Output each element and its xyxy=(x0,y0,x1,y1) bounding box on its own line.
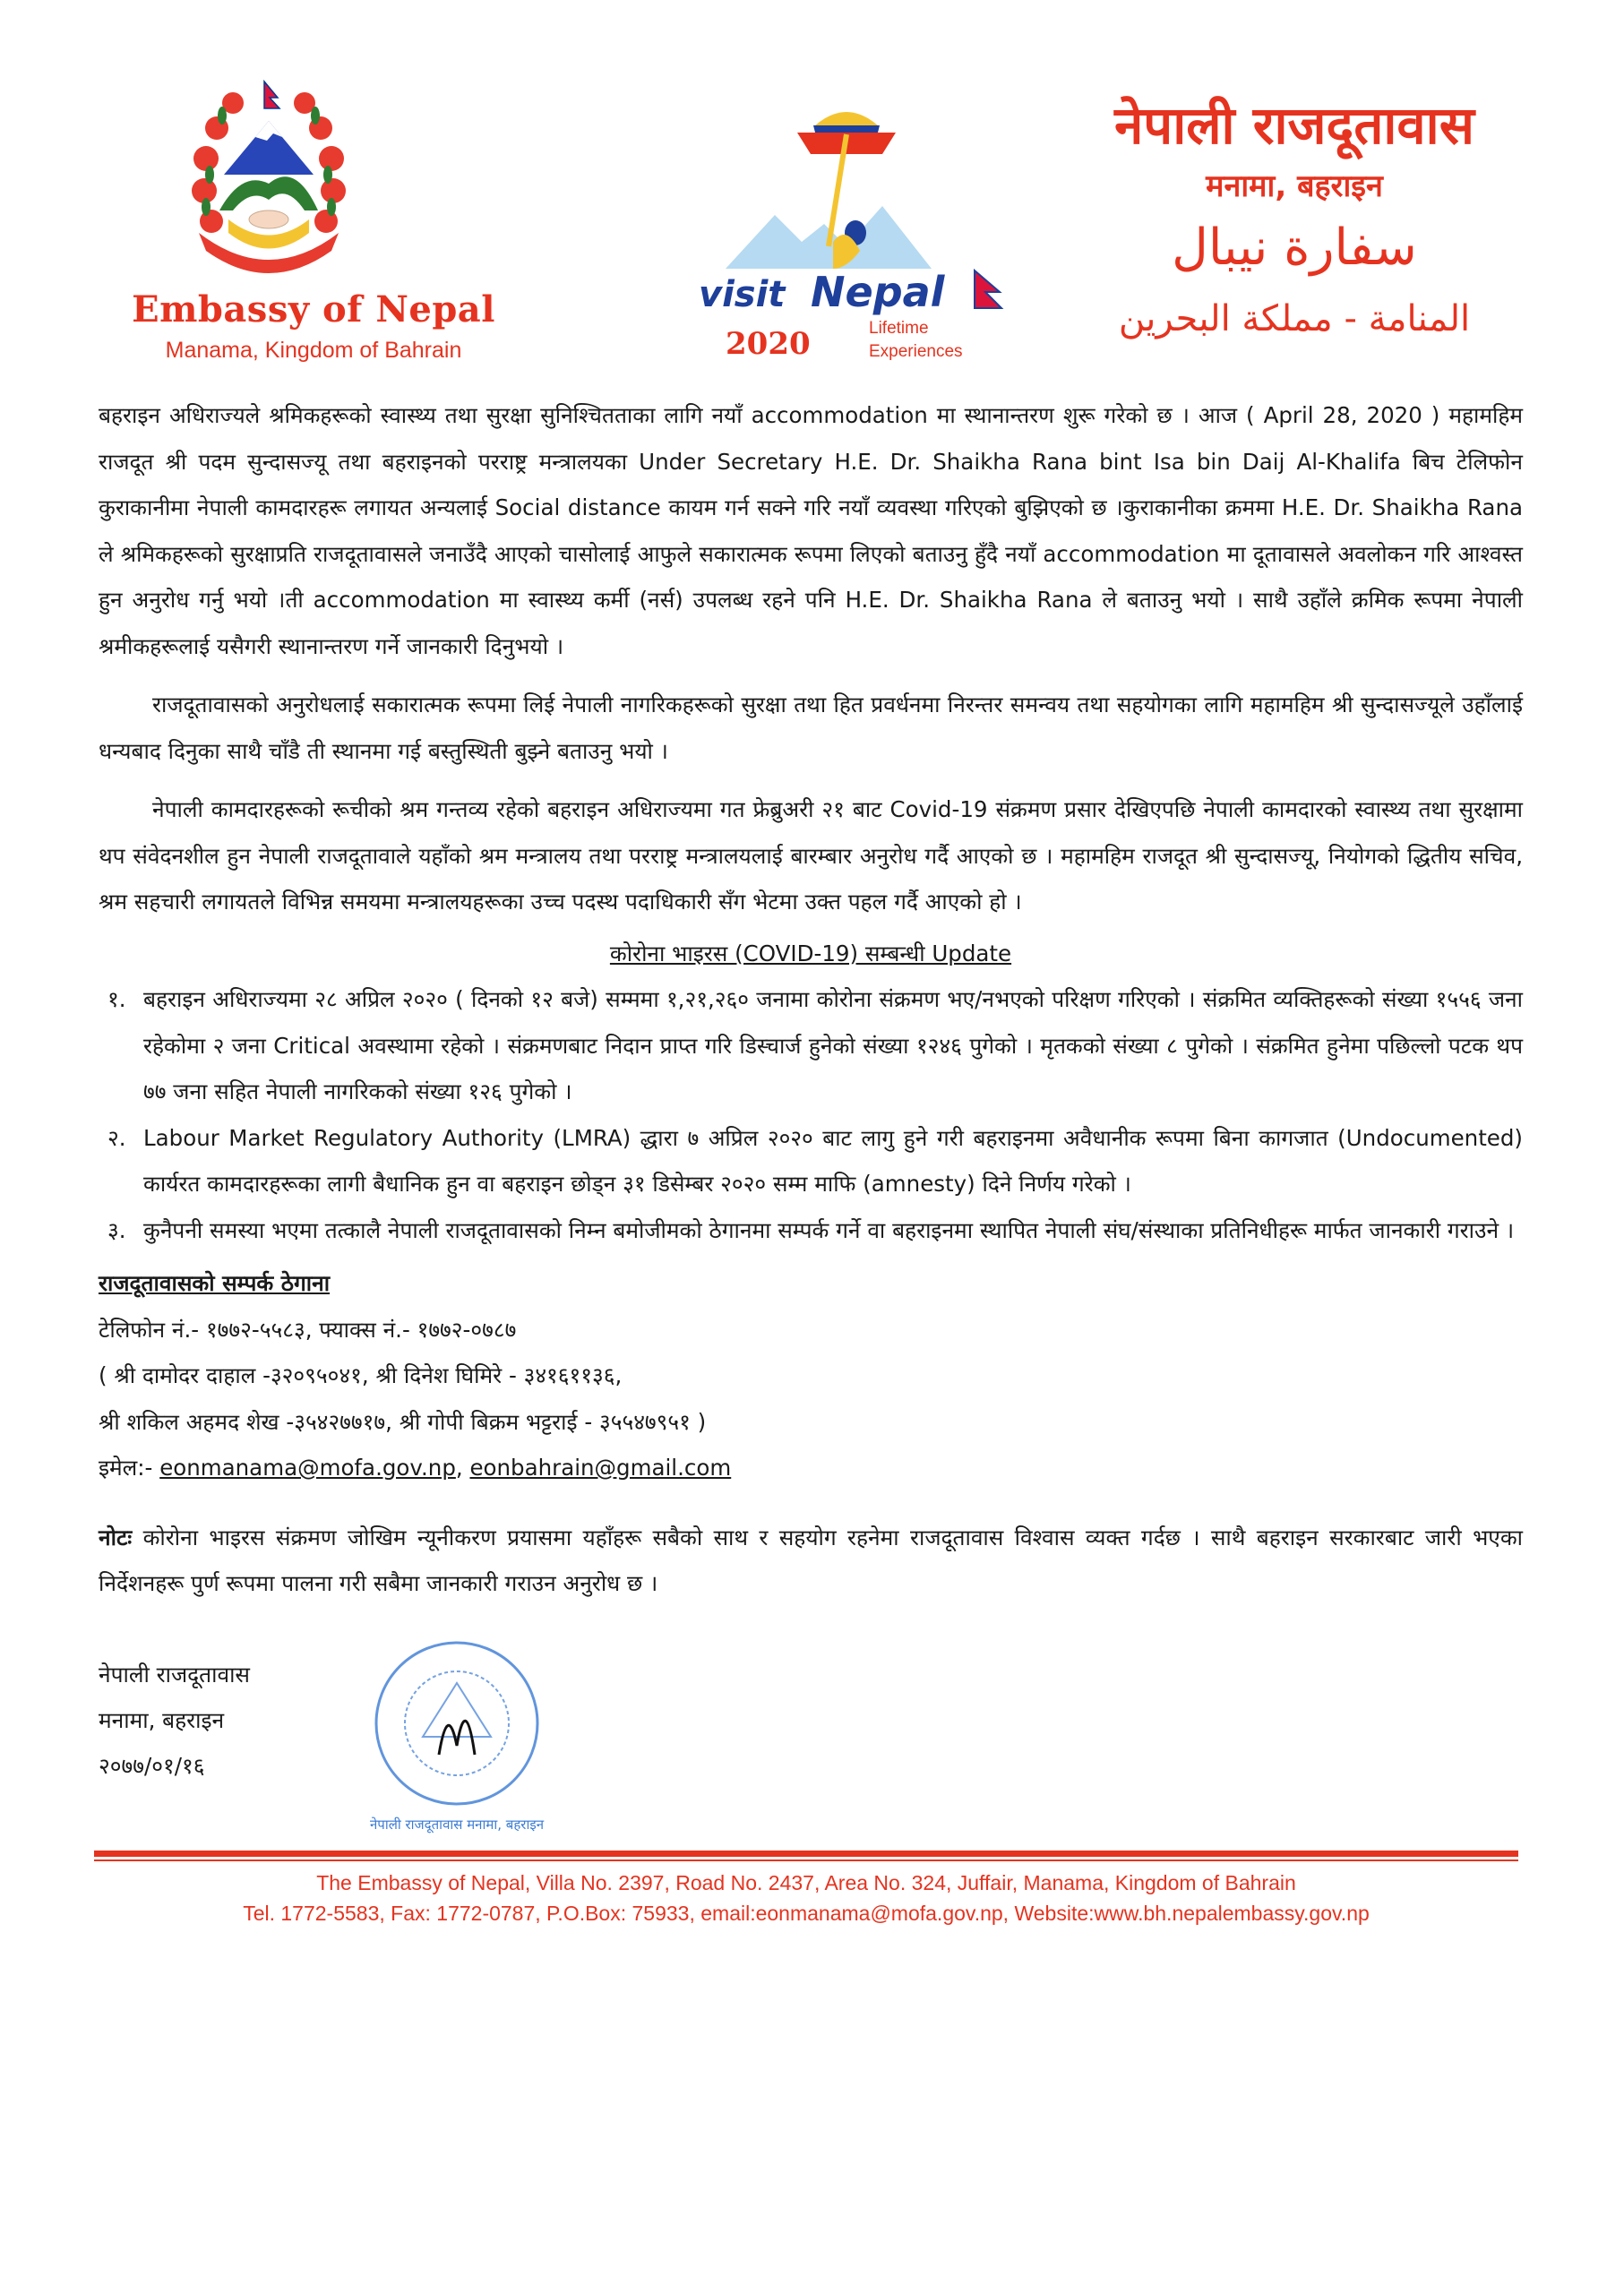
update-item-number: २. xyxy=(107,1124,126,1151)
contact-phone-fax: टेलिफोन नं.- १७७२-५५८३, फ्याक्स नं.- १७७२-०७८७ xyxy=(99,1316,517,1343)
signoff-location: मनामा, बहराइन xyxy=(99,1706,225,1733)
nepal-text: Nepal xyxy=(811,268,945,316)
letter-body xyxy=(99,392,1523,1607)
update-item-text: Labour Market Regulatory Authority (LMRA) द्धारा ७ अप्रिल २०२० बाट लागु हुने गरी बहराइनमा अवैधानीक रूपमा बिना कागजात (Undocumented) कार्यरत कामदारहरूका लागी बैधानिक हुन वा बहराइन छोड्न ३१ डिसेम्बर २०२० सम्म माफि (amnesty) दिने निर्णय गरेको । xyxy=(143,1124,1523,1197)
signoff-block xyxy=(99,1652,250,1789)
embassy-seal-icon xyxy=(358,1634,555,1840)
embassy-title-english: Embassy of Nepal xyxy=(132,288,495,331)
footer-divider-thick xyxy=(94,1851,1518,1857)
paragraph-3: नेपाली कामदारहरूको रूचीको श्रम गन्तव्य रहेको बहराइन अधिराज्यमा गत फ्रेब्रुअरी २१ बाट Covid-19 संक्रमण प्रसार देखिएपछि नेपाली कामदारको स्वास्थ्य तथा सुरक्षामा थप संवेदनशील हुन नेपाली राजदूतावाले यहाँको श्रम मन्त्रालय तथा परराष्ट्र मन्त्रालयलाई बारम्बार अनुरोध गर्दै आएको छ । महामहिम राजदूत श्री सुन्दासज्यू, नियोगको द्धितीय सचिव, श्रम सहचारी लगायतले विभिन्न समयमा मन्त्रालयहरूका उच्च पदस्थ पदाधिकारी सँग भेटमा उक्त पहल गर्दै आएको हो । xyxy=(99,796,1523,915)
covid-update-heading: कोरोना भाइरस (COVID-19) सम्बन्धी Update xyxy=(609,940,1012,966)
paragraph-2: राजदूतावासको अनुरोधलाई सकारात्मक रूपमा लिई नेपाली नागरिकहरूको सुरक्षा तथा हित प्रवर्धनमा निरन्तर समन्वय तथा सहयोगका लागि महामहिम श्री सुन्दासज्यूले उहाँलाई धन्यबाद दिनुका साथै चाँडै ती स्थानमा गई बस्तुस्थिती बुझ्ने बताउनु भयो । xyxy=(99,691,1523,764)
footer xyxy=(94,1851,1518,1963)
email-link-gmail[interactable]: eonbahrain@gmail.com xyxy=(469,1455,732,1481)
embassy-title-nepali: नेपाली राजदूतावास xyxy=(1114,95,1474,156)
nepal-flag-icon xyxy=(975,271,1001,308)
footer-contact: Tel. 1772-5583, Fax: 1772-0787, P.O.Box: 75933, email:eonmanama@mofa.gov.np, Website:www.bh.nepalembassy.gov.np xyxy=(243,1901,1370,1925)
contact-email: इमेल:- eonmanama@mofa.gov.np, eonbahrain@gmail.com xyxy=(99,1455,732,1481)
signoff-date: २०७७/०१/१६ xyxy=(99,1752,205,1779)
update-item xyxy=(99,976,1523,1115)
visit-text: visit xyxy=(699,274,786,315)
note-paragraph xyxy=(99,1515,1523,1607)
footer-address: The Embassy of Nepal, Villa No. 2397, Road No. 2437, Area No. 324, Juffair, Manama, Kingdom of Bahrain xyxy=(316,1870,1296,1894)
embassy-title-arabic: سفارة نيبال xyxy=(1172,219,1417,277)
email-link-mofa[interactable]: eonmanama@mofa.gov.np xyxy=(159,1455,456,1481)
email-label: इमेल:- xyxy=(99,1455,153,1481)
contact-heading: राजदूतावासको सम्पर्क ठेगाना xyxy=(99,1270,331,1296)
update-item-number: १. xyxy=(107,986,126,1012)
note-text: कोरोना भाइरस संक्रमण जोखिम न्यूनीकरण प्रयासमा यहाँहरू सबैको साथ र सहयोग रहनेमा राजदूतावास विश्वास व्यक्त गर्दछ । साथै बहराइन सरकारबाट जारी भएका निर्देशनहरू पुर्ण रूपमा पालना गरी सबैमा जानकारी गराउन अनुरोध छ । xyxy=(99,1524,1524,1596)
paragraph-1: बहराइन अधिराज्यले श्रमिकहरूको स्वास्थ्य तथा सुरक्षा सुनिश्चितताका लागि नयाँ accommodation मा स्थानान्तरण शुरू गरेको छ । आज ( April 28, 2020 ) महामहिम राजदूत श्री पदम सुन्दासज्यू तथा बहराइनको परराष्ट्र मन्त्रालयका Under Secretary H.E. Dr. Shaikha Rana bint Isa bin Daij Al-Khalifa बिच टेलिफोन कुराकानीमा नेपाली कामदारहरू लगायत अन्यलाई Social distance कायम गर्न सक्ने गरि नयाँ व्यवस्था गरिएको बुझिएको छ ।कुराकानीका क्रममा H.E. Dr. Shaikha Rana ले श्रमिकहरूको सुरक्षाप्रति राजदूतावासले जनाउँदै आएको चासोलाई आफुले सकारात्मक रूपमा लिएको बताउनु हुँदै नयाँ accommodation मा दूतावासले अवलोकन गरि आश्वस्त हुन अनुरोध गर्नु भयो ।ती accommodation मा स्वास्थ्य कर्मी (नर्स) उपलब्ध रहने पनि H.E. Dr. Shaikha Rana ले बताउनु भयो । साथै उहाँले क्रमिक रूपमा नेपाली श्रमीकहरूलाई यसैगरी स्थानान्तरण गर्ने जानकारी दिनुभयो । xyxy=(99,402,1523,659)
note-label: नोटः xyxy=(99,1524,133,1550)
experiences-text: Experiences xyxy=(869,342,963,361)
embassy-subtitle-english: Manama, Kingdom of Bahrain xyxy=(165,338,462,363)
covid-update-list xyxy=(99,976,1523,1253)
contact-persons-1: ( श्री दामोदर दाहाल -३२०९५०४१, श्री दिनेश घिमिरे - ३४१६११३६, xyxy=(99,1362,623,1388)
letterhead xyxy=(0,0,1624,376)
visit-nepal-2020-logo xyxy=(690,99,1012,367)
update-item xyxy=(99,1115,1523,1207)
update-item-text: बहराइन अधिराज्यमा २८ अप्रिल २०२० ( दिनको १२ बजे) सम्ममा १,२१,२६० जनामा कोरोना संक्रमण भए/नभएको परिक्षण गरिएको । संक्रमित व्यक्तिहरूको संख्या १५५६ जना रहेकोमा २ जना Critical अवस्थामा रहेको । संक्रमणबाट निदान प्राप्त गरि डिस्चार्ज हुनेको संख्या १२४६ पुगेको । मृतकको संख्या ८ पुगेको । संक्रमित हुनेमा पछिल्लो पटक थप ७७ जना सहित नेपाली नागरिकको संख्या १२६ पुगेको । xyxy=(143,986,1523,1104)
update-item-text: कुनैपनी समस्या भएमा तत्कालै नेपाली राजदूतावासको निम्न बमोजीमको ठेगानमा सम्पर्क गर्ने वा बहराइनमा स्थापित नेपाली संघ/संस्थाका प्रतिनिधीहरू मार्फत जानकारी गराउने । xyxy=(143,1216,1515,1243)
nepal-emblem-icon xyxy=(179,76,358,291)
signature-icon xyxy=(439,1721,475,1755)
contact-persons-2: श्री शकिल अहमद शेख -३५४२७७१७, श्री गोपी बिक्रम भट्टराई - ३५५४७९५१ ) xyxy=(99,1408,707,1435)
signoff-embassy: नेपाली राजदूतावास xyxy=(99,1661,250,1688)
footer-divider-thin xyxy=(94,1859,1518,1861)
embassy-subtitle-nepali: मनामा, बहराइन xyxy=(1206,168,1383,204)
signoff-area xyxy=(99,1634,1523,1840)
seal-text: नेपाली राजदूतावास मनामा, बहराइन xyxy=(369,1816,545,1833)
update-item-number: ३. xyxy=(107,1216,126,1243)
embassy-subtitle-arabic: المنامة - مملكة البحرين xyxy=(1118,298,1471,339)
year-text: 2020 xyxy=(726,326,811,362)
update-item xyxy=(99,1207,1523,1254)
lifetime-text: Lifetime xyxy=(869,319,929,338)
